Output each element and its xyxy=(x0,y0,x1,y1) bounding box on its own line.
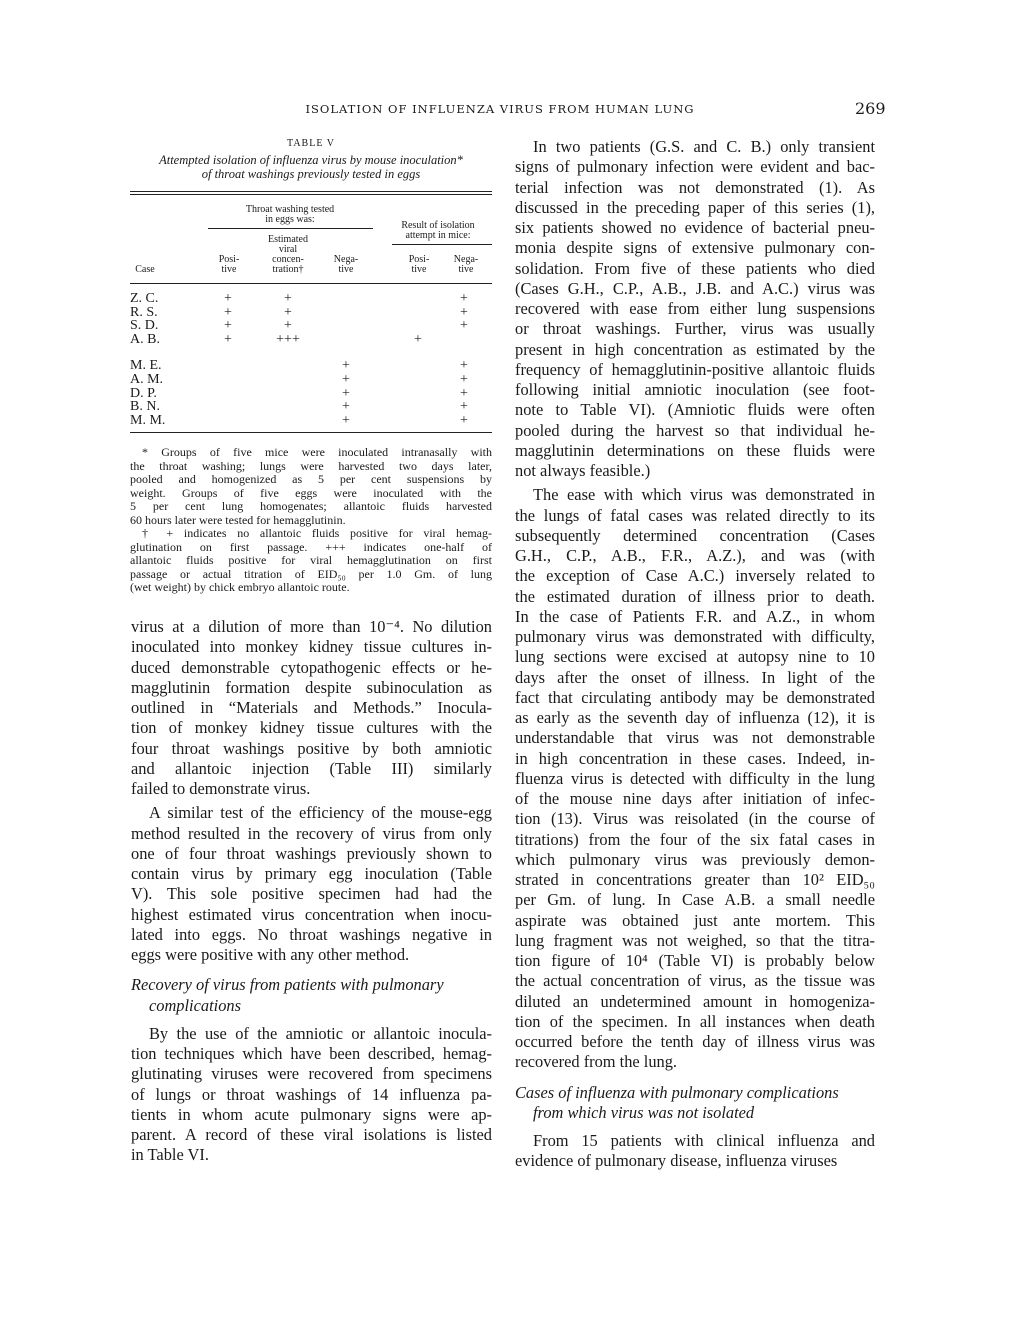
text-line: By the use of the amniotic or allantoic inocula- xyxy=(149,1023,492,1043)
col-case: Case xyxy=(135,264,155,275)
text-line: the exception of Case A.C.) inversely related to xyxy=(515,566,875,586)
table-bottom-rule xyxy=(130,432,492,433)
text-line: (Cases G.H., C.P., A.B., J.B. and A.C.) virus was xyxy=(515,278,875,298)
cell-mice-neg: + xyxy=(460,385,468,401)
text-line: as early as the seventh day of influenza (12), it is xyxy=(515,708,875,727)
paragraph xyxy=(515,485,875,1072)
cell-egg-neg: + xyxy=(342,412,350,428)
right-column xyxy=(515,137,875,1172)
cell-egg-conc: + xyxy=(284,291,292,306)
paragraph xyxy=(131,803,492,965)
text-line: In two patients (G.S. and C. B.) only transient xyxy=(533,137,875,156)
paragraph xyxy=(515,1131,875,1172)
text-line: terial infection was not demonstrated (1). As xyxy=(515,177,875,197)
text-line: tion of the specimen. In all instances when death xyxy=(515,1011,875,1031)
text-line: six patients showed no evidence of bacterial pneu- xyxy=(515,218,875,237)
footnote-line: glutination on first passage. +++ indicates one-half of xyxy=(130,539,492,554)
header-line: Posi- xyxy=(218,254,240,265)
text-line: titrations) from the four of the six fatal cases in xyxy=(515,829,875,849)
text-line: contain virus by primary egg inoculation (Table xyxy=(131,864,492,883)
text-line: duced demonstrable cytopathogenic effects or he- xyxy=(131,657,492,677)
text-line: V). This sole positive specimen had had the xyxy=(131,884,492,904)
table-footnotes xyxy=(130,446,492,595)
col-mice-positive xyxy=(402,255,436,275)
cell-egg-neg: + xyxy=(342,399,350,415)
text-line: the estimated duration of illness prior to death. xyxy=(515,586,875,606)
paragraph xyxy=(515,137,875,481)
text-line: solidation. From five of these patients who died xyxy=(515,258,875,278)
text-line: aspirate was obtained just ante mortem. This xyxy=(515,910,875,930)
cell-case: R. S. xyxy=(130,304,158,320)
text-line: per Gm. of lung. In Case A.B. a small needle xyxy=(515,890,875,910)
text-line: recovered with ease from either lung suspensions xyxy=(515,299,875,318)
footnote-line: passage or actual titration of EID₅₀ per 1.0 Gm. of lung xyxy=(130,566,492,581)
header-line: Posi- xyxy=(408,254,430,265)
text-line: four throat washings positive by both amniotic xyxy=(131,738,492,758)
text-line: following initial amniotic inoculation (see foot- xyxy=(515,380,875,399)
header-line: Estimated xyxy=(268,234,308,245)
cell-case: A. M. xyxy=(130,372,164,387)
table-row xyxy=(130,373,492,387)
cell-mice-neg: + xyxy=(460,399,468,415)
header-line: concen- xyxy=(272,254,304,265)
text-line: in Table VI. xyxy=(131,1145,209,1165)
cell-mice-neg: + xyxy=(460,304,468,320)
text-line: one of four throat washings previously shown to xyxy=(131,843,492,863)
cell-mice-neg: + xyxy=(460,358,468,374)
text-line: the actual concentration of virus, as the tissue was xyxy=(515,971,875,991)
text-line: frequency of hemagglutinin-positive allantoic fluids xyxy=(515,359,875,379)
table-row xyxy=(130,387,492,401)
text-line: present in high concentration as estimated by the xyxy=(515,339,875,359)
text-line: recovered from the lung. xyxy=(515,1052,678,1072)
text-line: subsequently determined concentration (Cases xyxy=(515,525,875,545)
text-line: tients in whom acute pulmonary signs were ap- xyxy=(131,1104,492,1124)
text-line: of the mouse nine days after initiation of infec- xyxy=(515,789,875,808)
paragraph xyxy=(131,1024,492,1166)
col-egg-concentration xyxy=(260,235,316,275)
table-body xyxy=(130,284,492,432)
footnote-line: allantoic fluids positive for viral hemagglutination on first xyxy=(130,553,492,567)
header-line: Nega- xyxy=(453,254,479,265)
table-caption xyxy=(130,153,492,181)
text-line: magglutinin formation despite subinoculation as xyxy=(131,677,492,697)
cell-case: S. D. xyxy=(130,318,159,334)
text-line: pulmonary virus was demonstrated with difficulty, xyxy=(515,627,875,646)
caption-line: Attempted isolation of influenza virus by mouse inoculation* xyxy=(159,153,463,167)
footnote-line: weight. Groups of five eggs were inoculated with the xyxy=(130,485,492,500)
text-line: evidence of pulmonary disease, influenza viruses xyxy=(515,1151,838,1171)
text-line: magglutinin determinations on these fluids were xyxy=(515,440,875,460)
section-heading xyxy=(515,1083,875,1124)
table-header xyxy=(130,195,492,283)
text-line: of lungs or throat washings of 14 influenza pa- xyxy=(131,1084,492,1104)
text-line: parent. A record of these viral isolations is listed xyxy=(131,1125,492,1144)
text-line: tion techniques which have been described, hemag- xyxy=(131,1044,492,1063)
text-line: method resulted in the recovery of virus from only xyxy=(131,823,492,843)
text-line: lated into eggs. No throat washings negative in xyxy=(131,924,492,944)
running-title: ISOLATION OF INFLUENZA VIRUS FROM HUMAN LUNG xyxy=(305,102,695,116)
text-line: signs of pulmonary infection were evident and bac- xyxy=(515,157,875,177)
text-line: not always feasible.) xyxy=(515,461,651,480)
group-rule xyxy=(208,228,373,229)
text-line: tion of monkey kidney tissue cultures with the xyxy=(131,718,492,738)
cell-mice-neg: + xyxy=(460,318,468,334)
table-row xyxy=(130,319,492,333)
text-line: glutinating viruses were recovered from specimens xyxy=(131,1064,492,1084)
text-line: the lungs of fatal cases was related directly to its xyxy=(515,505,875,525)
text-line: lung fragment was not weighed, so that the titra- xyxy=(515,930,875,950)
text-line: days after the onset of illness. In light of the xyxy=(515,667,875,687)
text-line: highest estimated virus concentration when inocu- xyxy=(131,904,492,924)
page-number: 269 xyxy=(855,99,886,118)
text-line: diluted an undetermined amount in homogeniza- xyxy=(515,991,875,1011)
cell-case: A. B. xyxy=(130,331,160,347)
header-line: tive xyxy=(411,264,427,275)
table-row xyxy=(130,306,492,320)
header-line: Result of isolation xyxy=(401,220,475,231)
col-egg-positive xyxy=(212,255,246,275)
footnote-line: † + indicates no allantoic fluids positive for viral hemag- xyxy=(142,526,492,540)
table-label: TABLE V xyxy=(287,138,335,149)
table-row xyxy=(130,414,492,428)
cell-case: B. N. xyxy=(130,399,160,415)
text-line: fact that circulating antibody may be demonstrated xyxy=(515,687,875,707)
text-line: fluenza virus is detected with difficulty in the lung xyxy=(515,768,875,788)
footnote-line: 60 hours later were tested for hemagglutinin. xyxy=(130,512,346,527)
left-column xyxy=(131,617,492,1166)
text-line: tion figure of 10⁴ (Table VI) is probably below xyxy=(515,951,875,970)
text-line: failed to demonstrate virus. xyxy=(131,779,311,798)
text-line: tion (13). Virus was reisolated (in the course of xyxy=(515,809,875,829)
heading-line: from which virus was not isolated xyxy=(533,1102,755,1122)
cell-egg-neg: + xyxy=(342,372,350,387)
header-line: tration† xyxy=(272,264,304,275)
cell-mice-neg: + xyxy=(460,291,468,306)
table-row xyxy=(130,333,492,347)
footnote-line: pooled and homogenized as 5 per cent suspensions by xyxy=(130,472,492,486)
text-line: strated in concentrations greater than 10² EID₅₀ xyxy=(515,870,875,889)
cell-egg-pos: + xyxy=(224,318,232,334)
footnote-line: 5 per cent lung homogenates; allantoic fluids harvested xyxy=(130,499,492,513)
text-line: occurred before the tenth day of illness virus was xyxy=(515,1032,875,1051)
text-line: G.H., C.P., A.B., F.R., A.Z.), and was (with xyxy=(515,546,875,565)
col-egg-negative xyxy=(328,255,364,275)
cell-egg-conc: + xyxy=(284,318,292,334)
cell-case: D. P. xyxy=(130,385,157,401)
table-row xyxy=(130,400,492,414)
footnote-line: the throat washing; lungs were harvested two days later, xyxy=(130,458,492,473)
text-line: monia despite signs of extensive pulmonary con- xyxy=(515,238,875,258)
table-v xyxy=(130,138,492,433)
cell-egg-pos: + xyxy=(224,291,232,306)
cell-mice-neg: + xyxy=(460,372,468,387)
text-line: A similar test of the efficiency of the mouse-egg xyxy=(149,803,492,823)
footnote-line: (wet weight) by chick embryo allantoic route. xyxy=(130,580,350,594)
text-line: virus at a dilution of more than 10⁻⁴. No dilution xyxy=(131,617,492,636)
header-line: tive xyxy=(458,264,474,275)
heading-line: complications xyxy=(149,995,241,1015)
header-line: attempt in mice: xyxy=(405,230,471,241)
text-line: understandable that virus was not demonstrable xyxy=(515,728,875,748)
header-line: viral xyxy=(278,244,298,255)
text-line: which pulmonary virus was previously demon- xyxy=(515,849,875,869)
table-row xyxy=(130,292,492,306)
cell-egg-conc: + xyxy=(284,304,292,320)
text-line: lung sections were excised at autopsy nine to 10 xyxy=(515,647,875,667)
text-line: eggs were positive with any other method. xyxy=(131,945,410,964)
cell-egg-neg: + xyxy=(342,385,350,401)
table-row xyxy=(130,359,492,373)
section-heading xyxy=(131,975,492,1016)
cell-case: M. E. xyxy=(130,358,162,374)
text-line: note to Table VI). (Amniotic fluids were often xyxy=(515,400,875,420)
cell-egg-neg: + xyxy=(342,358,350,374)
text-line: outlined in “Materials and Methods.” Inocula- xyxy=(131,698,492,717)
cell-case: M. M. xyxy=(130,412,166,428)
col-mice-negative xyxy=(448,255,484,275)
cell-case: Z. C. xyxy=(130,291,159,306)
heading-line: Cases of influenza with pulmonary complications xyxy=(515,1082,839,1102)
text-line: In the case of Patients F.R. and A.Z., in whom xyxy=(515,606,875,626)
header-line: Nega- xyxy=(333,254,359,265)
header-line: tive xyxy=(221,264,237,275)
heading-line: Recovery of virus from patients with pulmonary xyxy=(131,975,444,995)
cell-egg-pos: + xyxy=(224,304,232,320)
text-line: in high concentration in these cases. Indeed, in- xyxy=(515,748,875,768)
text-line: pooled during the harvest so that individual he- xyxy=(515,420,875,440)
text-line: and allantoic injection (Table III) similarly xyxy=(131,758,492,778)
group-rule xyxy=(392,244,492,245)
text-line: The ease with which virus was demonstrated in xyxy=(533,485,875,505)
paragraph xyxy=(131,617,492,799)
text-line: From 15 patients with clinical influenza and xyxy=(533,1131,875,1150)
cell-mice-pos: + xyxy=(414,331,422,347)
text-line: inoculated into monkey kidney tissue cultures in- xyxy=(131,637,492,657)
group-header-mice xyxy=(382,221,494,241)
header-line: Throat washing tested xyxy=(245,204,335,215)
cell-mice-neg: + xyxy=(460,412,468,428)
text-line: discussed in the preceding paper of this series (1), xyxy=(515,197,875,217)
footnote-line: * Groups of five mice were inoculated intranasally with xyxy=(142,445,492,459)
group-header-eggs xyxy=(210,205,370,225)
text-line: or throat washings. Further, virus was usually xyxy=(515,319,875,339)
header-line: in eggs was: xyxy=(265,214,315,225)
cell-egg-conc: +++ xyxy=(276,331,300,347)
header-line: tive xyxy=(338,264,354,275)
caption-line: of throat washings previously tested in eggs xyxy=(201,167,421,181)
cell-egg-pos: + xyxy=(224,331,232,347)
